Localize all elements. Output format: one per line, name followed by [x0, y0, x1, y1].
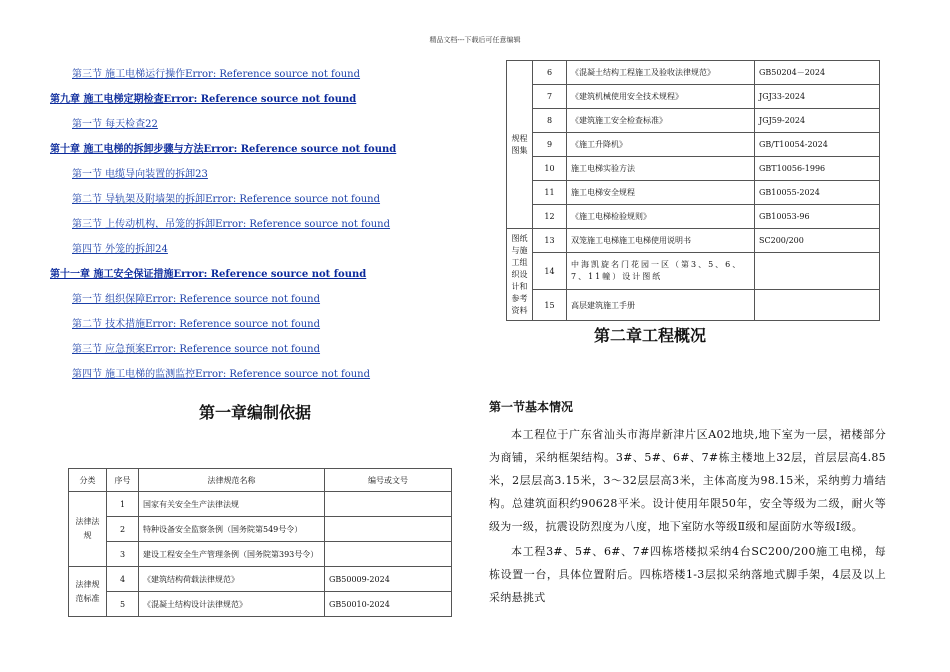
row-number: 6: [533, 61, 567, 85]
toc-entry[interactable]: 第一节 组织保障Error: Reference source not found: [72, 294, 321, 305]
row-number: 9: [533, 133, 567, 157]
toc-entry[interactable]: 第二节 技术措施Error: Reference source not found: [72, 319, 321, 330]
row-name: 《建筑机械使用安全技术规程》: [567, 85, 755, 109]
project-overview: [489, 398, 886, 609]
page-header: 精品文档---下载后可任意编辑: [429, 36, 521, 44]
row-code: GB50009-2024: [325, 567, 452, 592]
row-code: GB10055-2024: [755, 181, 880, 205]
toc-entry[interactable]: 第四节 施工电梯的监测监控Error: Reference source not found: [72, 369, 371, 380]
paragraph: 本工程3#、5#、6#、7#四栋塔楼拟采纳4台SC200/200施工电梯，每栋设置一台，具体位置附后。四栋塔楼1-3层拟采纳落地式脚手架，4层及以上采纳悬挑式: [489, 545, 886, 604]
basis-table-part2: [506, 60, 880, 321]
row-name: 高层建筑施工手册: [567, 290, 755, 321]
row-code: GBT10056-1996: [755, 157, 880, 181]
table-row: [507, 205, 880, 229]
row-number: 14: [533, 253, 567, 290]
table-row: [507, 181, 880, 205]
row-number: 1: [107, 492, 139, 517]
table-row: [507, 85, 880, 109]
toc-entry[interactable]: 第一节 电缆导向装置的拆卸23: [72, 169, 208, 180]
table-row: [507, 133, 880, 157]
toc-entry[interactable]: 第九章 施工电梯定期检查Error: Reference source not found: [50, 94, 357, 105]
row-number: 3: [107, 542, 139, 567]
row-name: 《施工升降机》: [567, 133, 755, 157]
table-row: [69, 567, 452, 592]
toc-entry[interactable]: 第三节 施工电梯运行操作Error: Reference source not found: [72, 69, 361, 80]
row-name: 《混凝土结构工程施工及验收法律规范》: [567, 61, 755, 85]
row-code: [755, 290, 880, 321]
row-number: 12: [533, 205, 567, 229]
row-name: 《混凝土结构设计法律规范》: [139, 592, 325, 617]
toc-entry[interactable]: 第二节 导轨架及附墙架的拆卸Error: Reference source not found: [72, 194, 381, 205]
row-number: 5: [107, 592, 139, 617]
toc-entry[interactable]: 第十章 施工电梯的拆卸步骤与方法Error: Reference source not found: [50, 144, 397, 155]
row-code: JGJ59-2024: [755, 109, 880, 133]
row-name: 中海凯旋名门花园一区（第3、5、6、7、11幢）设计图纸: [567, 253, 755, 290]
row-code: [325, 542, 452, 567]
table-of-contents: [50, 62, 450, 387]
row-code: [755, 253, 880, 290]
table-header-row: [69, 469, 452, 492]
table-row: [507, 61, 880, 85]
header-name: 法律规范名称: [139, 469, 325, 492]
row-code: GB50010-2024: [325, 592, 452, 617]
row-name: 《建筑施工安全检查标准》: [567, 109, 755, 133]
table-row: [507, 253, 880, 290]
row-code: SC200/200: [755, 229, 880, 253]
row-name: 特种设备安全监察条例（国务院第549号令）: [139, 517, 325, 542]
table-row: [507, 109, 880, 133]
header-category: 分类: [69, 469, 107, 492]
row-number: 15: [533, 290, 567, 321]
row-number: 10: [533, 157, 567, 181]
row-number: 13: [533, 229, 567, 253]
category-cell: 法律法规: [69, 492, 107, 567]
row-name: 建设工程安全生产管理条例（国务院第393号令）: [139, 542, 325, 567]
row-name: 《施工电梯检验规则》: [567, 205, 755, 229]
row-code: GB50204－2024: [755, 61, 880, 85]
toc-entry[interactable]: 第十一章 施工安全保证措施Error: Reference source not found: [50, 269, 367, 280]
row-name: 国家有关安全生产法律法规: [139, 492, 325, 517]
paragraph: 本工程位于广东省汕头市海岸新津片区A02地块,地下室为一层，裙楼部分为商铺，采纳框架结构。3#、5#、6#、7#栋主楼地上32层，首层层高4.85米，2层层高3.15米，3～32层层高3米，主体高度为98.15米，采纳剪力墙结构。总建筑面积约90628平米。设计使用年限50年，安全等级为二级，耐火等级为一级，抗震设防烈度为八度，地下室防水等级Ⅱ级和屋面防水等级Ⅰ级。: [489, 428, 886, 533]
row-number: 2: [107, 517, 139, 542]
table-row: [507, 229, 880, 253]
row-number: 7: [533, 85, 567, 109]
row-code: JGJ33-2024: [755, 85, 880, 109]
row-number: 11: [533, 181, 567, 205]
toc-entry[interactable]: 第三节 应急预案Error: Reference source not found: [72, 344, 321, 355]
row-code: [325, 492, 452, 517]
row-code: [325, 517, 452, 542]
category-cell: 法律规范标准: [69, 567, 107, 617]
row-name: 施工电梯实验方法: [567, 157, 755, 181]
row-number: 4: [107, 567, 139, 592]
chapter-2-title: 第二章工程概况: [593, 326, 706, 345]
row-code: GB10053-96: [755, 205, 880, 229]
row-code: GB/T10054-2024: [755, 133, 880, 157]
category-cell: 规程图集: [507, 61, 533, 229]
table-row: [507, 290, 880, 321]
table-row: [69, 517, 452, 542]
table-row: [69, 592, 452, 617]
basis-table-part1: [68, 468, 452, 617]
section-1-title: 第一节基本情况: [489, 400, 574, 414]
row-name: 《建筑结构荷载法律规范》: [139, 567, 325, 592]
header-code: 编号或文号: [325, 469, 452, 492]
toc-entry[interactable]: 第一节 每天检查22: [72, 119, 158, 130]
row-number: 8: [533, 109, 567, 133]
chapter-1-title: 第一章编制依据: [198, 403, 311, 422]
toc-entry[interactable]: 第三节 上传动机构，吊笼的拆卸Error: Reference source not found: [72, 219, 391, 230]
category-cell: 图纸与施工组织设计和参考资料: [507, 229, 533, 321]
table-row: [507, 157, 880, 181]
toc-entry[interactable]: 第四节 外笼的拆卸24: [72, 244, 168, 255]
header-number: 序号: [107, 469, 139, 492]
row-name: 施工电梯安全规程: [567, 181, 755, 205]
row-name: 双笼施工电梯施工电梯使用说明书: [567, 229, 755, 253]
table-row: [69, 492, 452, 517]
table-row: [69, 542, 452, 567]
